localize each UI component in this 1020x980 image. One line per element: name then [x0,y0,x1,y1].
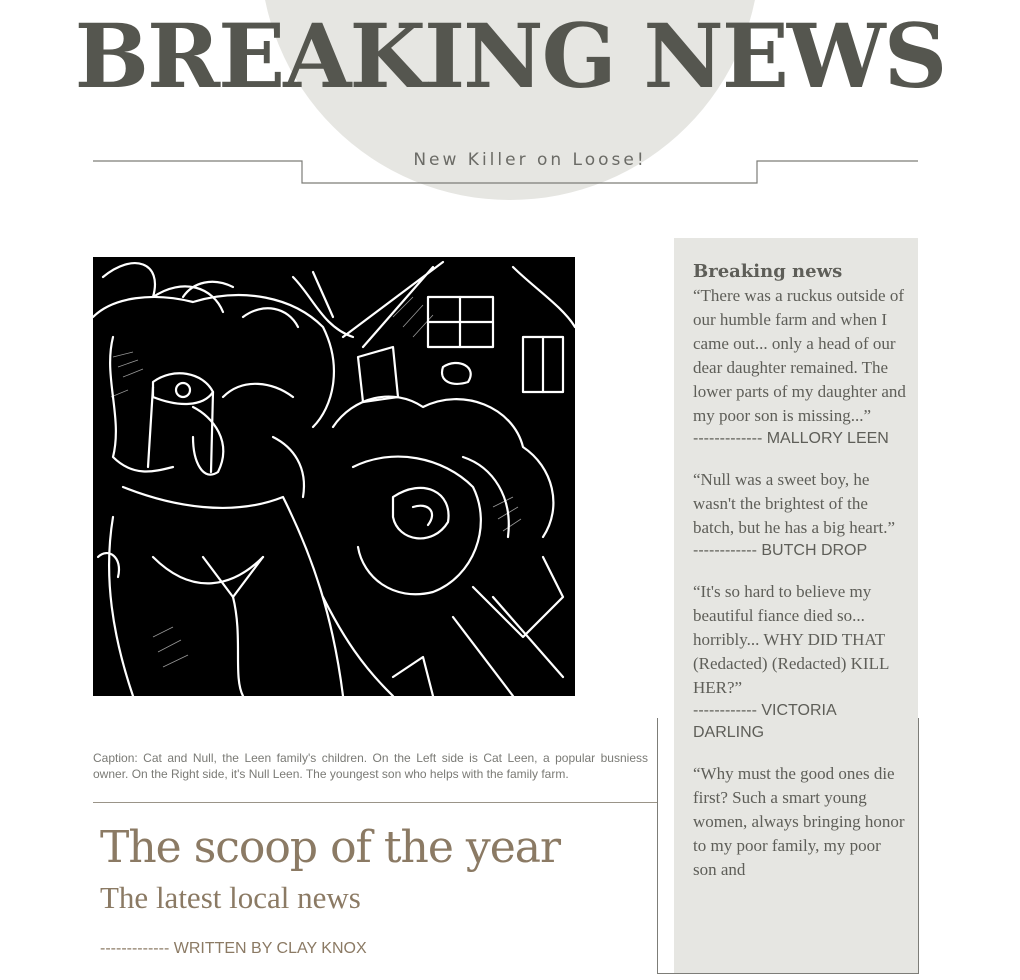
subtitle: New Killer on Loose! [413,150,647,170]
article-byline: ------------- WRITTEN BY CLAY KNOX [100,940,367,957]
sketch-illustration [93,257,575,696]
quote-attribution: ------------- MALLORY LEEN [693,430,889,447]
article-subheadline: The latest local news [100,880,361,915]
quote-attribution: ------------ BUTCH DROP [693,542,868,559]
article-headline: The scoop of the year [100,822,561,873]
subtitle-frame [0,0,1020,200]
quote-text: “There was a ruckus outside of our humble farm and when I came out... only a head of our dear daughter remained. The lower parts of my daughter and my poor son is missing...” [693,286,906,425]
quote-attribution: ------------ VICTORIA DARLING [693,702,836,741]
section-divider [93,802,658,803]
quote-text: “Null was a sweet boy, he wasn't the brightest of the batch, but he has a big heart.” [693,470,896,537]
sidebar-content [693,258,908,882]
masthead-title: BREAKING NEWS [74,4,946,108]
quote-text: “Why must the good ones die first? Such a smart young women, always bringing honor to my poor family, my poor son and [693,764,905,879]
photo-caption: Caption: Cat and Null, the Leen family's children. On the Left side is Cat Leen, a popular busniess owner. On the Right side, it's Null Leen. The youngest son who helps with the family farm. [93,751,648,781]
quote-text: “It's so hard to believe my beautiful fiance died so... horribly... WHY DID THAT (Redacted) (Redacted) KILL HER?” [693,582,889,697]
sidebar-title: Breaking news [693,261,843,282]
article-photo [93,257,575,696]
